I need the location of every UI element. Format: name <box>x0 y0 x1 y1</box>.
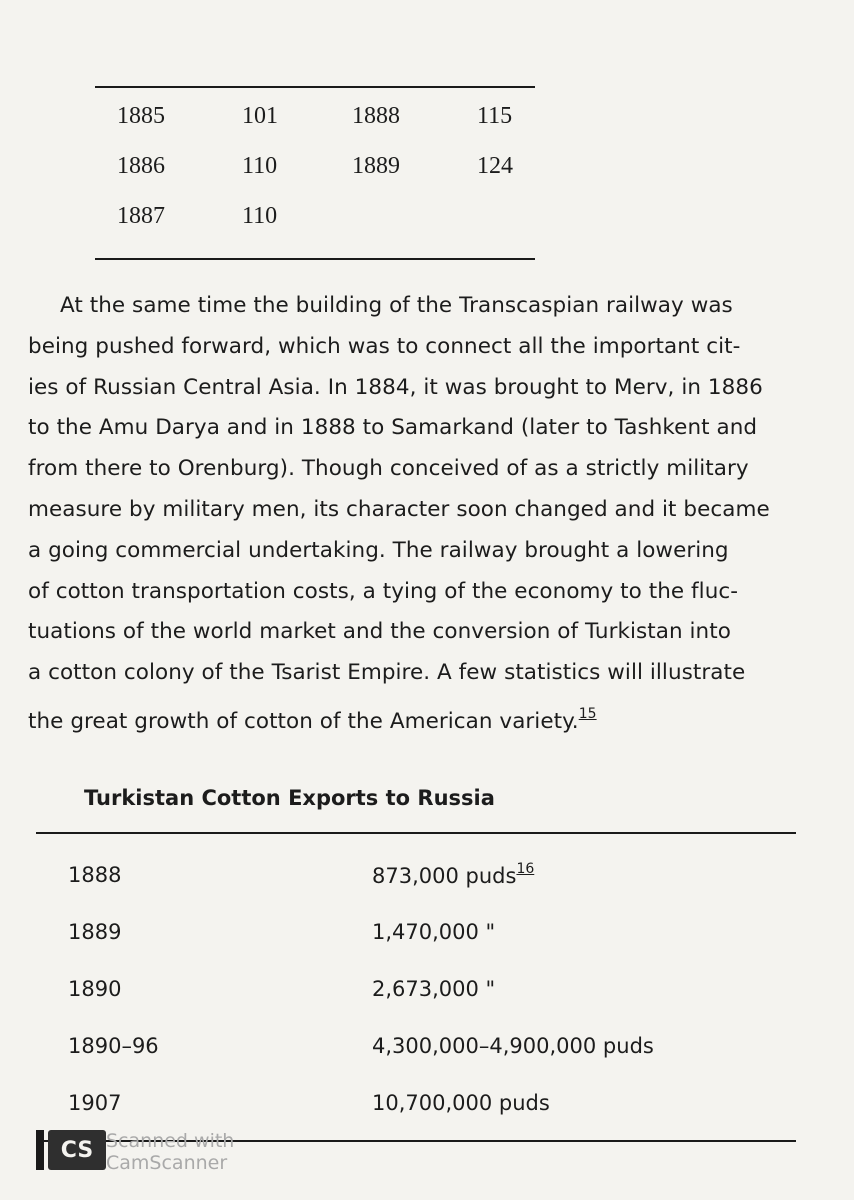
paragraph-line: measure by military men, its character soon changed and it became <box>28 496 770 522</box>
table-cell: 115 <box>477 103 513 129</box>
year-cell: 1890 <box>68 976 122 1001</box>
value-text: 873,000 puds <box>372 864 517 889</box>
value-cell: 4,300,000–4,900,000 puds <box>372 1034 654 1059</box>
paragraph-line-text: the great growth of cotton of the American variety. <box>28 708 579 734</box>
table-row <box>36 846 796 903</box>
cotton-table-title: Turkistan Cotton Exports to Russia <box>84 786 495 810</box>
cotton-exports-table <box>36 832 796 1142</box>
paragraph-line-last <box>28 694 828 743</box>
paragraph-line: of cotton transportation costs, a tying of the economy to the fluc- <box>28 578 739 604</box>
table-cell: 101 <box>242 103 278 129</box>
table-bottom-rule <box>95 258 535 260</box>
watermark-line: CamScanner <box>106 1152 228 1174</box>
value-cell: 1,470,000 " <box>372 919 496 944</box>
table-cell: 110 <box>242 153 278 179</box>
footnote-ref-link[interactable]: 16 <box>516 861 535 878</box>
table-cell: 1885 <box>117 103 165 129</box>
paragraph-line: ies of Russian Central Asia. In 1884, it was brought to Merv, in 1886 <box>28 374 763 400</box>
year-cell: 1890–96 <box>68 1034 159 1059</box>
table-cell: 124 <box>477 153 513 179</box>
paragraph-line: a cotton colony of the Tsarist Empire. A few statistics will illustrate <box>28 660 746 686</box>
table-cell <box>330 198 455 248</box>
paragraph-line: tuations of the world market and the conversion of Turkistan into <box>28 619 731 645</box>
camscanner-watermark <box>36 1130 234 1174</box>
paragraph-line: from there to Orenburg). Though conceived of as a strictly military <box>28 456 749 482</box>
value-cell: 2,673,000 " <box>372 976 496 1001</box>
table-cell: 1889 <box>352 153 400 179</box>
footnote-ref-link[interactable]: 15 <box>578 705 597 722</box>
table-cell <box>455 198 535 248</box>
watermark-text <box>106 1130 234 1174</box>
table-cell: 1887 <box>117 203 165 229</box>
body-paragraph <box>28 286 828 743</box>
yearly-index-table <box>95 86 535 260</box>
year-cell: 1888 <box>68 862 122 887</box>
yearly-index-grid <box>95 88 535 258</box>
paragraph-line: being pushed forward, which was to connect all the important cit- <box>28 333 741 359</box>
table-cell: 110 <box>242 203 278 229</box>
watermark-line: Scanned with <box>106 1130 235 1152</box>
table-row <box>36 960 796 1017</box>
cotton-table-body <box>36 834 796 1140</box>
logo-edge <box>36 1130 44 1170</box>
table-cell: 1886 <box>117 153 165 179</box>
table-cell: 1888 <box>352 103 400 129</box>
camscanner-logo-icon: CS <box>48 1130 106 1170</box>
table-row <box>36 1018 796 1075</box>
year-cell: 1889 <box>68 919 122 944</box>
value-cell <box>372 861 796 888</box>
table-row <box>36 1075 796 1132</box>
table-row <box>36 903 796 960</box>
paragraph-line: a going commercial undertaking. The railway brought a lowering <box>28 537 729 563</box>
value-cell: 10,700,000 puds <box>372 1091 550 1116</box>
paragraph-line: At the same time the building of the Transcaspian railway was <box>60 293 733 318</box>
year-cell: 1907 <box>68 1091 122 1116</box>
paragraph-line: to the Amu Darya and in 1888 to Samarkand (later to Tashkent and <box>28 415 758 441</box>
